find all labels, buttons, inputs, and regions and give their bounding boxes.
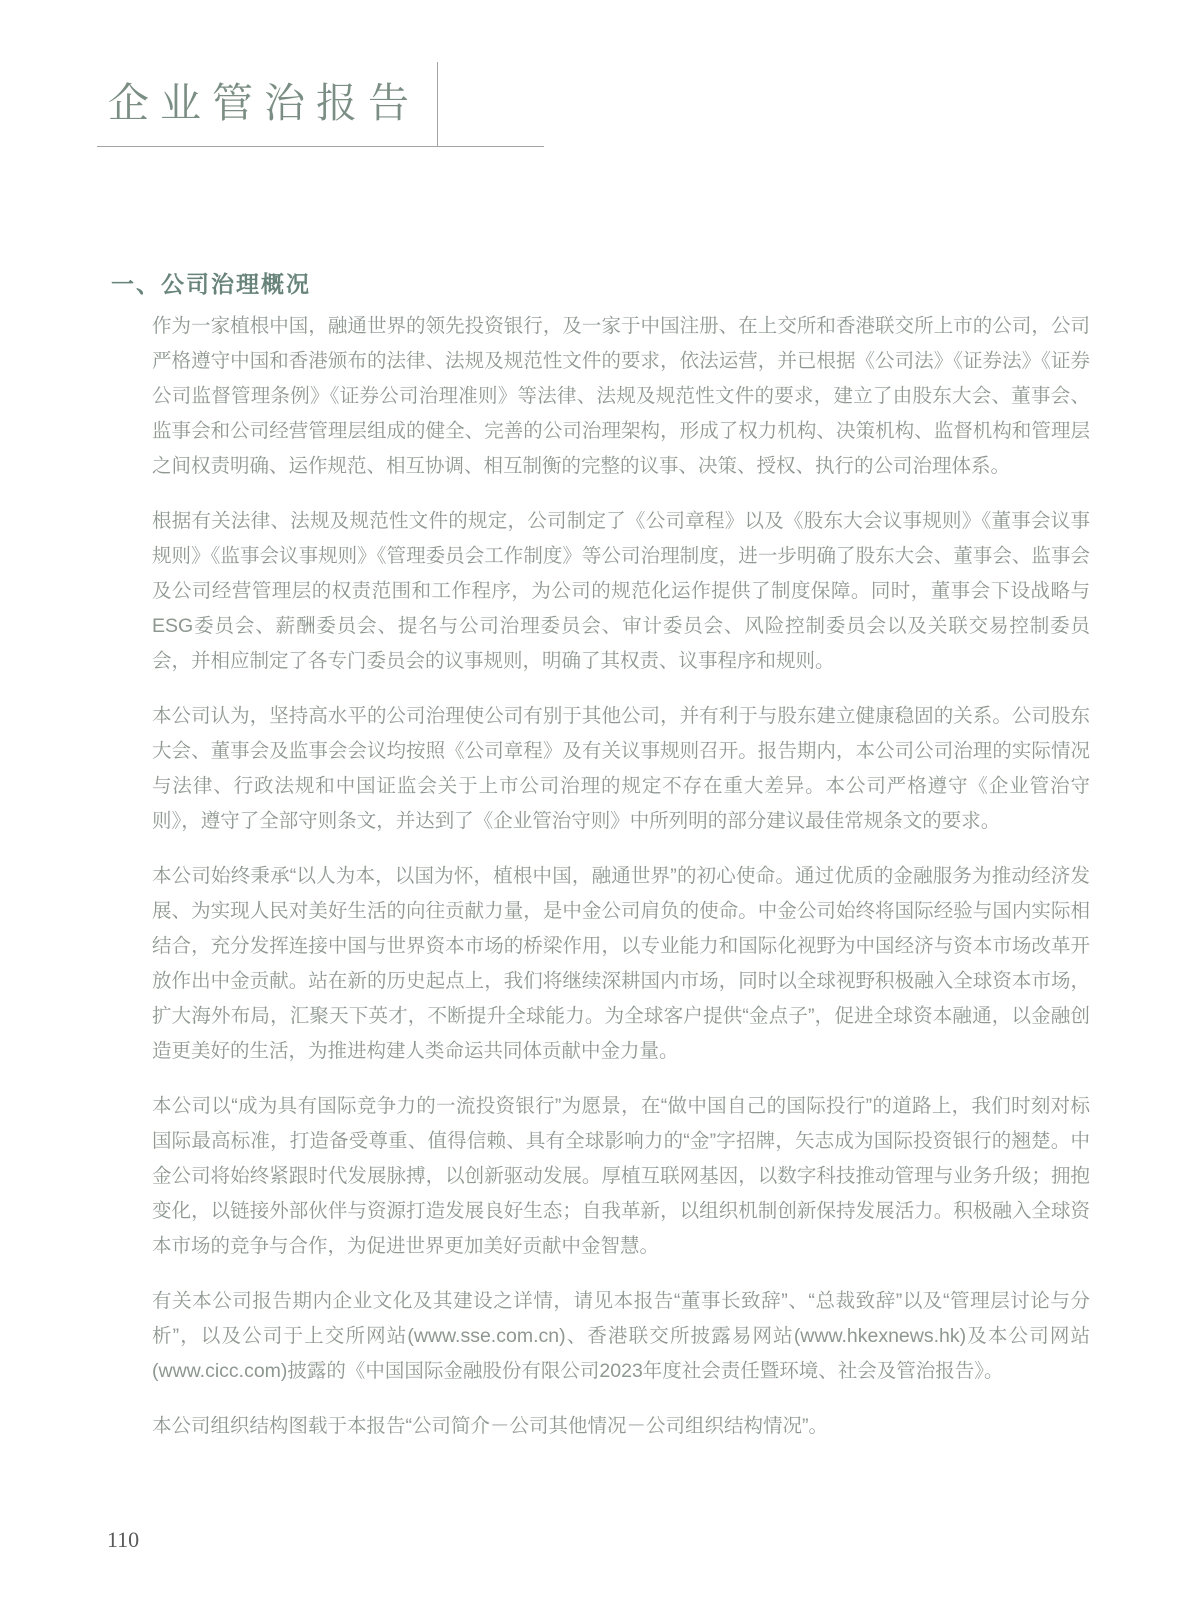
page-number: 110 <box>107 1527 140 1552</box>
paragraph: 本公司组织结构图载于本报告“公司简介－公司其他情况－公司组织结构情况”。 <box>152 1415 828 1437</box>
body-paragraphs <box>152 309 1090 1444</box>
paragraph: 本公司始终秉承“以人为本，以国为怀，植根中国，融通世界”的初心使命。通过优质的金融服务为推动经济发展、为实现人民对美好生活的向往贡献力量，是中金公司肩负的使命。中金公司始终将国际经验与国内实际相结合，充分发挥连接中国与世界资本市场的桥梁作用，以专业能力和国际化视野为中国经济与资本市场改革开放作出中金贡献。站在新的历史起点上，我们将继续深耕国内市场，同时以全球视野积极融入全球资本市场，扩大海外布局，汇聚天下英才，不断提升全球能力。为全球客户提供“金点子”，促进全球资本融通，以金融创造更美好的生活，为推进构建人类命运共同体贡献中金力量。 <box>152 865 1090 1062</box>
page-title: 企业管治报告 <box>108 80 420 126</box>
title-underline-rule <box>97 146 544 147</box>
paragraph: 根据有关法律、法规及规范性文件的规定，公司制定了《公司章程》以及《股东大会议事规则》《董事会议事规则》《监事会议事规则》《管理委员会工作制度》等公司治理制度，进一步明确了股东大会、董事会、监事会及公司经营管理层的权责范围和工作程序，为公司的规范化运作提供了制度保障。同时，董事会下设战略与ESG委员会、薪酬委员会、提名与公司治理委员会、审计委员会、风险控制委员会以及关联交易控制委员会，并相应制定了各专门委员会的议事规则，明确了其权责、议事程序和规则。 <box>152 510 1090 672</box>
paragraph: 本公司以“成为具有国际竞争力的一流投资银行”为愿景，在“做中国自己的国际投行”的道路上，我们时刻对标国际最高标准，打造备受尊重、值得信赖、具有全球影响力的“金”字招牌，矢志成为国际投资银行的翘楚。中金公司将始终紧跟时代发展脉搏，以创新驱动发展。厚植互联网基因，以数字科技推动管理与业务升级；拥抱变化，以链接外部伙伴与资源打造发展良好生态；自我革新，以组织机制创新保持发展活力。积极融入全球资本市场的竞争与合作，为促进世界更加美好贡献中金智慧。 <box>152 1095 1090 1257</box>
paragraph: 本公司认为，坚持高水平的公司治理使公司有别于其他公司，并有利于与股东建立健康稳固的关系。公司股东大会、董事会及监事会会议均按照《公司章程》及有关议事规则召开。报告期内，本公司公司治理的实际情况与法律、行政法规和中国证监会关于上市公司治理的规定不存在重大差异。本公司严格遵守《企业管治守则》，遵守了全部守则条文，并达到了《企业管治守则》中所列明的部分建议最佳常规条文的要求。 <box>152 705 1090 832</box>
title-vertical-divider <box>437 62 438 146</box>
paragraph: 有关本公司报告期内企业文化及其建设之详情，请见本报告“董事长致辞”、“总裁致辞”以及“管理层讨论与分析”，以及公司于上交所网站(www.sse.com.cn)、香港联交所披露易网站(www.hkexnews.hk)及本公司网站(www.cicc.com)披露的《中国国际金融股份有限公司2023年度社会责任暨环境、社会及管治报告》。 <box>152 1290 1090 1382</box>
paragraph: 作为一家植根中国，融通世界的领先投资银行，及一家于中国注册、在上交所和香港联交所上市的公司，公司严格遵守中国和香港颁布的法律、法规及规范性文件的要求，依法运营，并已根据《公司法》《证券法》《证券公司监督管理条例》《证券公司治理准则》等法律、法规及规范性文件的要求，建立了由股东大会、董事会、监事会和公司经营管理层组成的健全、完善的公司治理架构，形成了权力机构、决策机构、监督机构和管理层之间权责明确、运作规范、相互协调、相互制衡的完整的议事、决策、授权、执行的公司治理体系。 <box>152 315 1090 477</box>
section-heading: 一、公司治理概况 <box>111 271 311 297</box>
